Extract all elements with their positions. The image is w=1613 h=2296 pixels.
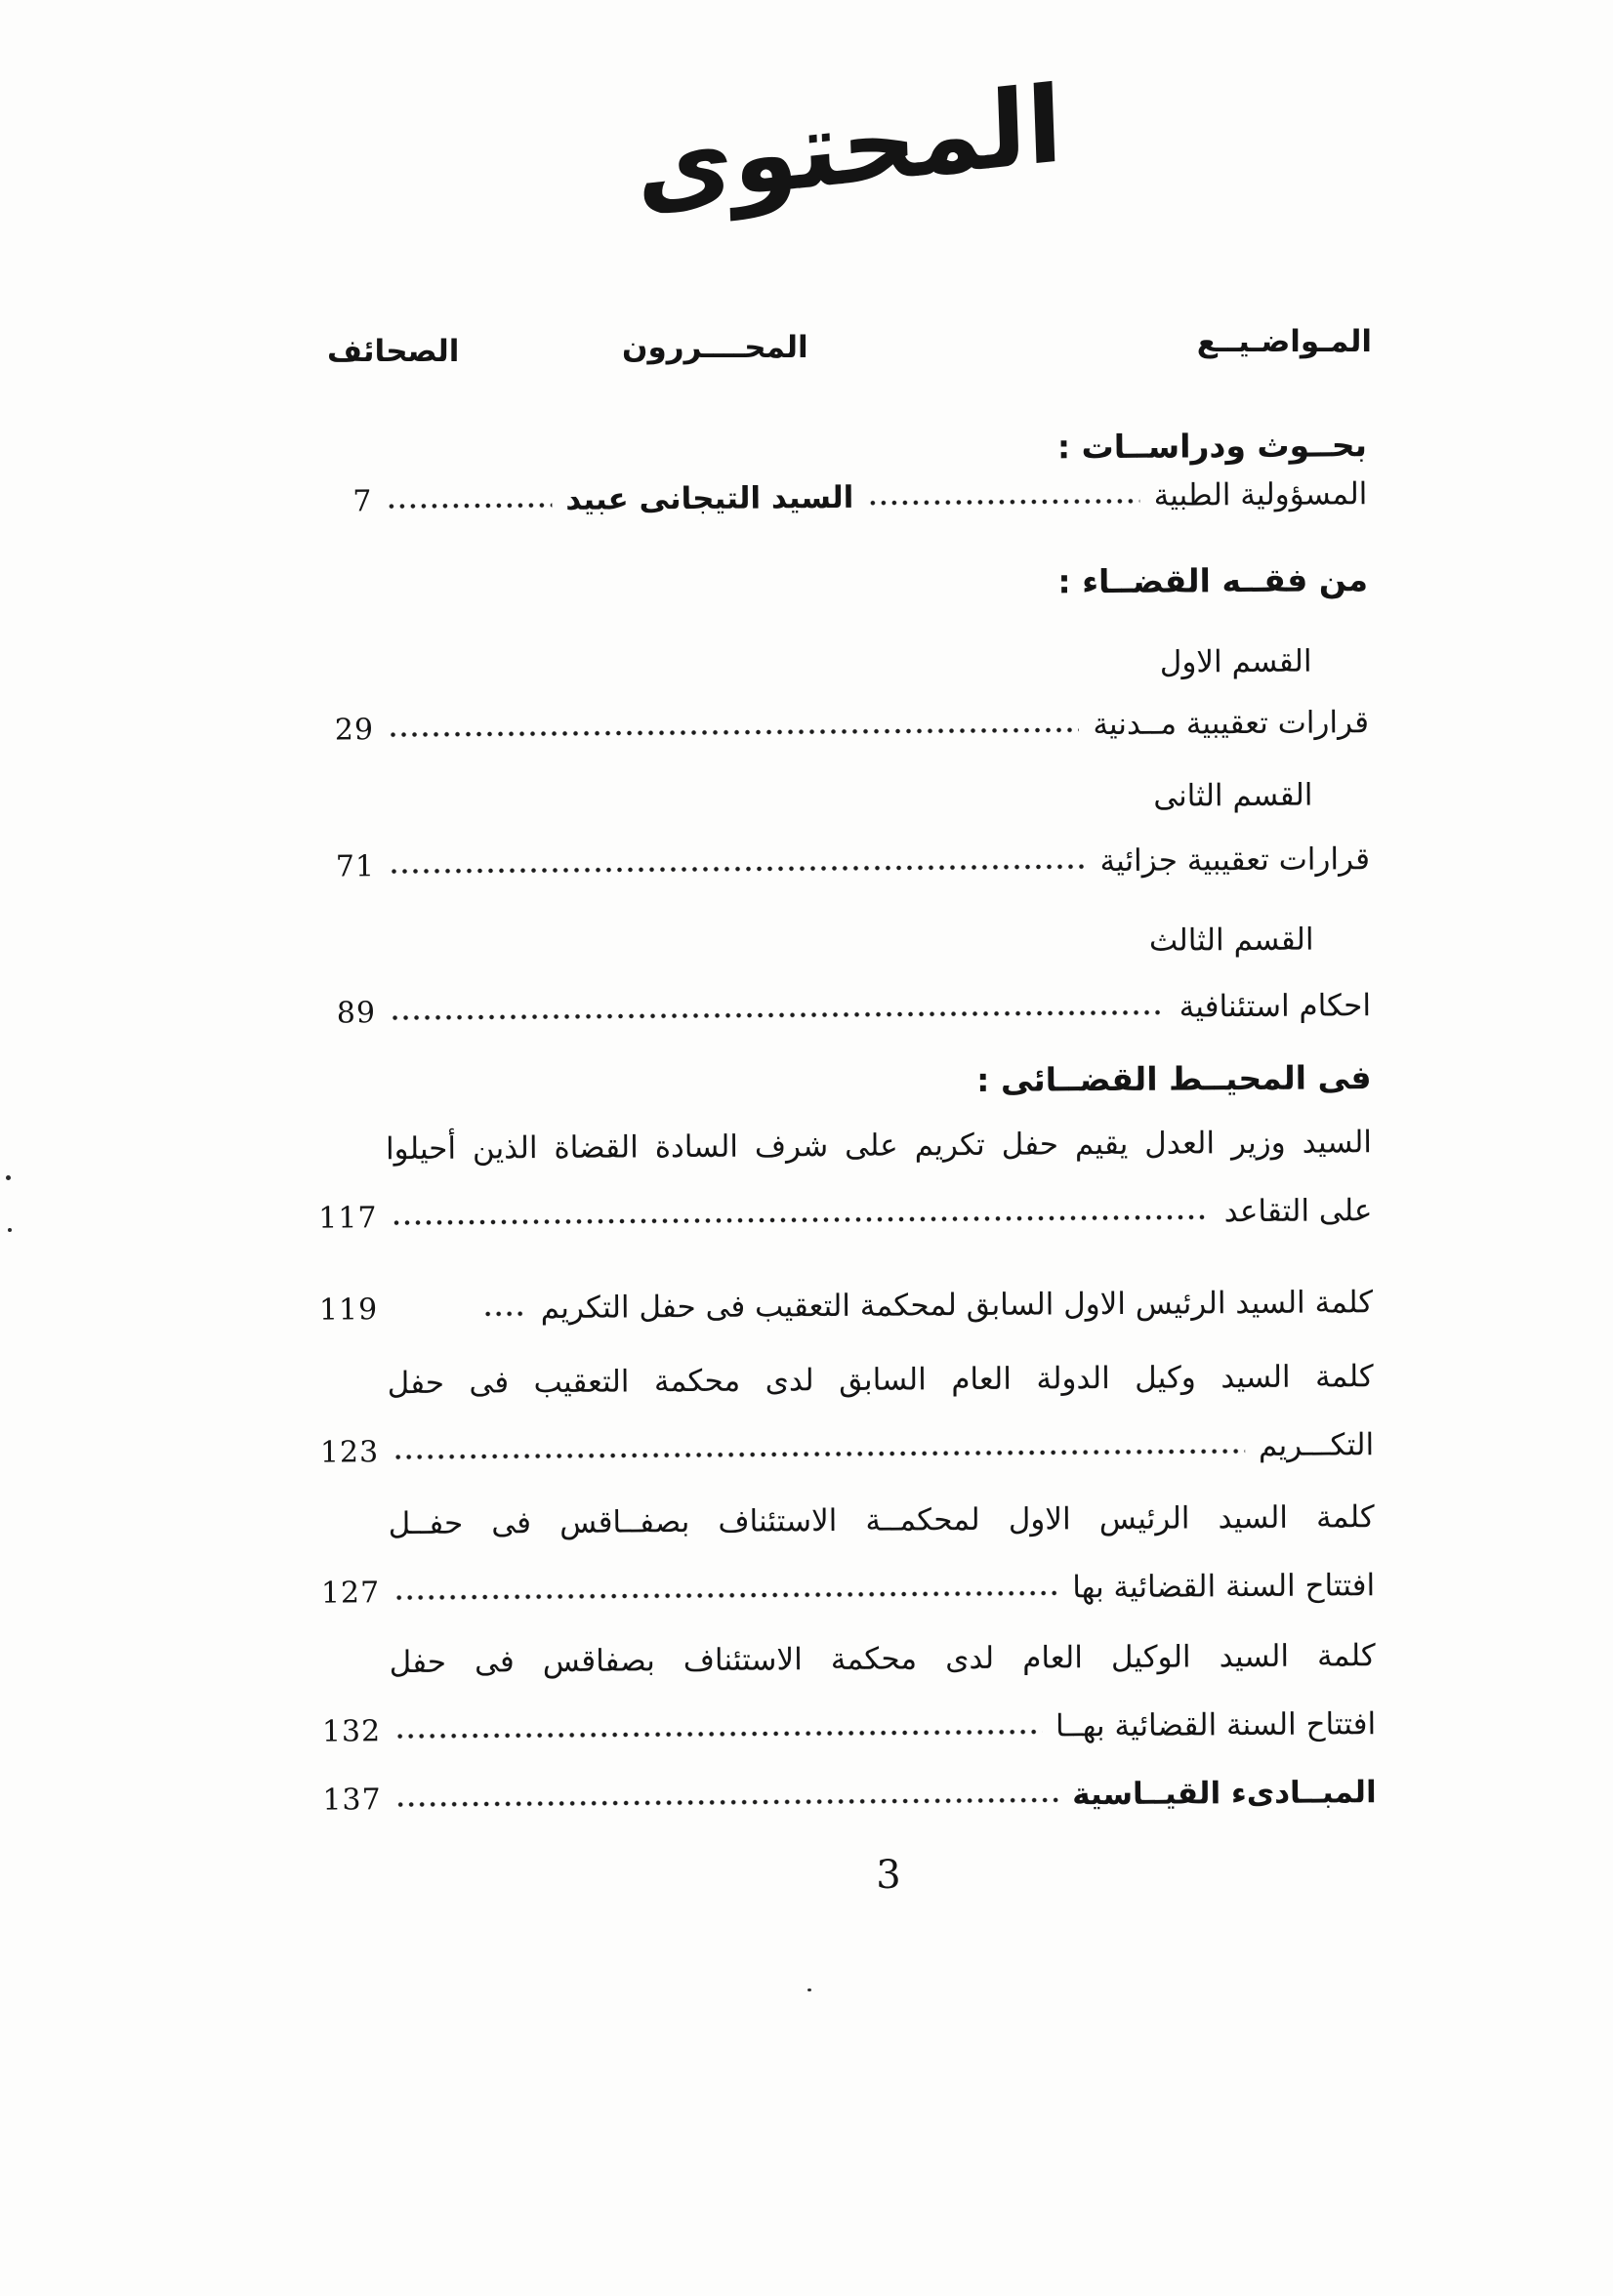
toc-entry (291, 841, 1370, 884)
entry-line2: افتتاح السنة القضائية بها (1072, 1568, 1376, 1606)
dotted-leader (386, 499, 552, 512)
entry-title: المبــادىء القيــاسية (1072, 1775, 1377, 1813)
entry-line1 (297, 1638, 1376, 1681)
column-header-editors: المحــــررون (622, 330, 808, 365)
entry-line1-text: كلمة السيد الوكيل العام لدى محكمة الاستئناف بصفاقس فى حفل (389, 1638, 1376, 1681)
dotted-leader (394, 1726, 1042, 1742)
dotted-leader (389, 860, 1087, 877)
toc-entry (292, 988, 1371, 1031)
toc-entry (294, 1285, 1373, 1328)
entry-title: قرارات تعقيبية جزائية (1099, 841, 1371, 880)
entry-line1 (295, 1359, 1374, 1402)
leader-gap (378, 1319, 469, 1320)
toc-entry (293, 1193, 1372, 1236)
entry-page-number: 89 (336, 996, 377, 1031)
dotted-leader (482, 1307, 527, 1319)
entry-line1 (296, 1499, 1375, 1542)
entry-title: احكام استئنافية (1179, 988, 1372, 1025)
dotted-leader (390, 1006, 1166, 1024)
dotted-leader (388, 723, 1079, 740)
entry-page-number: 7 (352, 484, 373, 519)
toc-entry (297, 1706, 1376, 1749)
section-heading: من فقــه القضــاء : (1057, 560, 1369, 601)
book-contents-title: المحتوى (634, 62, 1065, 231)
folio-page-number: 3 (876, 1853, 901, 1898)
column-header-pages: الصحائف (327, 334, 460, 369)
entry-title: كلمة السيد الرئيس الاول السابق لمحكمة التعقيب فى حفل التكريم (540, 1285, 1374, 1327)
entry-page-number: 127 (320, 1576, 381, 1611)
entry-page-number: 132 (321, 1714, 382, 1749)
entry-line2: التكـــريم (1258, 1427, 1375, 1463)
entry-line2: على التقاعد (1223, 1193, 1373, 1230)
entry-page-number: 137 (322, 1783, 382, 1818)
entry-line1 (293, 1125, 1372, 1168)
entry-page-number: 117 (318, 1201, 378, 1236)
scan-ink-speck (8, 1228, 12, 1232)
section-heading: بحــوث ودراســات : (1056, 426, 1368, 467)
dotted-leader (393, 1445, 1245, 1462)
dotted-leader (391, 1210, 1210, 1228)
toc-entry (296, 1568, 1375, 1611)
dotted-leader (395, 1793, 1059, 1810)
dotted-leader (393, 1586, 1058, 1603)
entry-line1-text: السيد وزير العدل يقيم حفل تكريم على شرف السادة القضاة الذين أحيلوا (385, 1125, 1373, 1168)
toc-entry (288, 476, 1367, 519)
entry-title: المسؤولية الطبية (1153, 476, 1368, 513)
dotted-leader (867, 495, 1139, 509)
column-header-topics: المـواضـيــع (1196, 324, 1372, 359)
section-heading: فى المحيــط القضــائى : (976, 1058, 1372, 1099)
scan-ink-speck (6, 1175, 11, 1180)
table-of-contents (285, 0, 1380, 2296)
entry-page-number: 29 (334, 713, 375, 748)
entry-editor: السيد التيجانى عبيد (565, 479, 854, 517)
toc-entry (295, 1427, 1374, 1470)
entry-line2: افتتاح السنة القضائية بهــا (1055, 1706, 1377, 1744)
entry-page-number: 123 (319, 1435, 380, 1470)
scan-ink-speck (807, 1988, 811, 1991)
subheading: القسم الثالث (1148, 922, 1314, 959)
entry-line1-text: كلمة السيد الرئيس الاول لمحكمــة الاستئناف بصفــاقس فى حفــل (388, 1499, 1375, 1542)
subheading: القسم الاول (1159, 643, 1312, 680)
subheading: القسم الثانى (1153, 777, 1313, 814)
entry-line1-text: كلمة السيد وكيل الدولة العام السابق لدى محكمة التعقيب فى حفل (387, 1359, 1374, 1402)
toc-entry (290, 705, 1369, 748)
entry-page-number: 71 (335, 849, 376, 884)
entry-title: قرارات تعقيبية مــدنية (1093, 705, 1370, 743)
entry-page-number: 119 (318, 1292, 379, 1328)
toc-entry (298, 1775, 1377, 1818)
